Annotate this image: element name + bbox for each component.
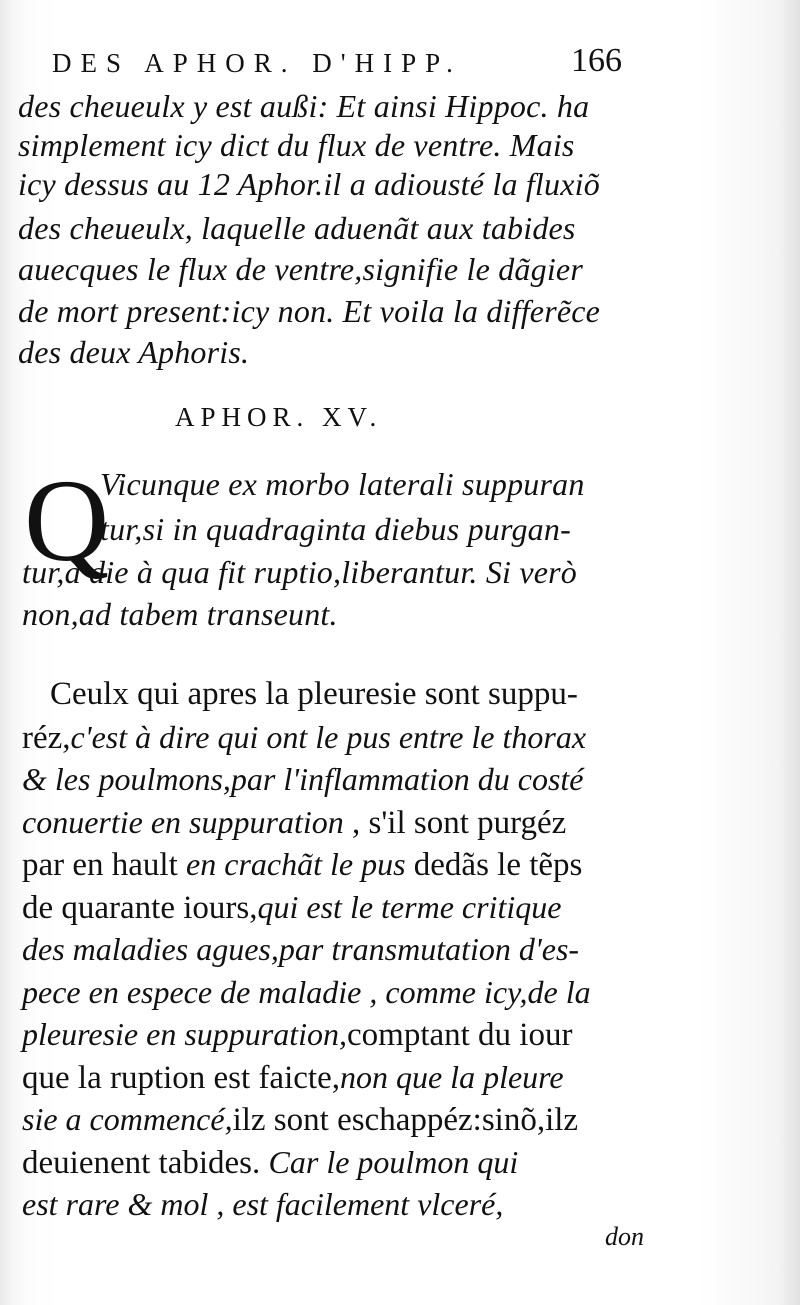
text-line xyxy=(22,1016,572,1054)
text-line xyxy=(22,846,582,884)
italic-run: c'est à dire qui ont le pus entre le thorax xyxy=(70,719,587,755)
roman-run: , s'il sont purgéz xyxy=(343,805,567,841)
italic-run: en crachãt le pus xyxy=(186,846,406,882)
italic-run: Car le poulmon qui xyxy=(268,1144,519,1180)
roman-run: Ceulx qui apres la pleuresie sont suppu- xyxy=(50,676,578,712)
text-line xyxy=(22,889,561,927)
text-line: de mort present:icy non. Et voila la differẽce xyxy=(18,293,601,329)
text-line: des deux Aphoris. xyxy=(18,334,250,370)
text-line: des cheueulx y est außi: Et ainsi Hippoc. ha xyxy=(18,88,590,124)
roman-run: réz, xyxy=(22,720,71,756)
text-line: auecques le flux de ventre,signifie le dãgier xyxy=(18,251,583,287)
text-line: tur,à die à qua fit ruptio,liberantur. Si verò xyxy=(22,554,577,590)
roman-run: comptant du iour xyxy=(347,1017,573,1053)
italic-run: pleuresie en suppuration, xyxy=(22,1016,347,1052)
text-line xyxy=(22,761,584,798)
roman-run: que la ruption est faicte, xyxy=(22,1060,340,1096)
italic-run: qui est le terme critique xyxy=(257,889,562,925)
text-line xyxy=(50,676,578,713)
roman-run: par en hault xyxy=(22,847,187,883)
page-edge-shadow xyxy=(778,0,800,1305)
roman-run: dedãs le tẽps xyxy=(405,847,583,883)
text-line xyxy=(22,1186,503,1223)
italic-run: est rare & mol , est facilement vlceré, xyxy=(22,1186,504,1222)
roman-run: deuienent tabides. xyxy=(22,1145,269,1181)
text-line: non,ad tabem transeunt. xyxy=(22,596,338,632)
drop-cap: Q xyxy=(24,455,110,586)
text-line xyxy=(22,1101,578,1139)
text-line xyxy=(22,804,566,842)
text-line xyxy=(22,1144,518,1182)
italic-run: sie a commencé, xyxy=(22,1101,233,1137)
section-title: APHOR. XV. xyxy=(175,402,383,432)
roman-run: ilz sont eschappéz:sinõ,ilz xyxy=(232,1102,579,1138)
text-line: des cheueulx, laquelle aduenãt aux tabides xyxy=(18,210,576,246)
catchword: don xyxy=(605,1222,644,1251)
running-head-title: DES APHOR. D'HIPP. xyxy=(52,48,462,78)
running-head xyxy=(52,42,622,86)
italic-run: des maladies agues,par transmutation d'es- xyxy=(22,931,580,967)
italic-run: non que la pleure xyxy=(339,1059,564,1095)
page-number: 166 xyxy=(571,42,622,79)
text-line: Vicunque ex morbo laterali suppuran xyxy=(100,466,585,502)
text-line: icy dessus au 12 Aphor.il a adiousté la fluxiõ xyxy=(18,166,600,202)
text-line: tur,si in quadraginta diebus purgan- xyxy=(100,511,571,547)
roman-run: de quarante iours, xyxy=(22,890,258,926)
text-line xyxy=(22,1059,564,1097)
italic-run: & les poulmons,par l'inflammation du costé xyxy=(22,761,584,797)
italic-run: pece en espece de maladie , comme icy,de la xyxy=(22,974,591,1010)
text-line xyxy=(22,974,591,1011)
italic-run: conuertie en suppuration xyxy=(22,804,344,840)
text-line xyxy=(22,719,586,757)
text-line xyxy=(22,931,579,968)
text-line: simplement icy dict du flux de ventre. Mais xyxy=(18,127,575,163)
